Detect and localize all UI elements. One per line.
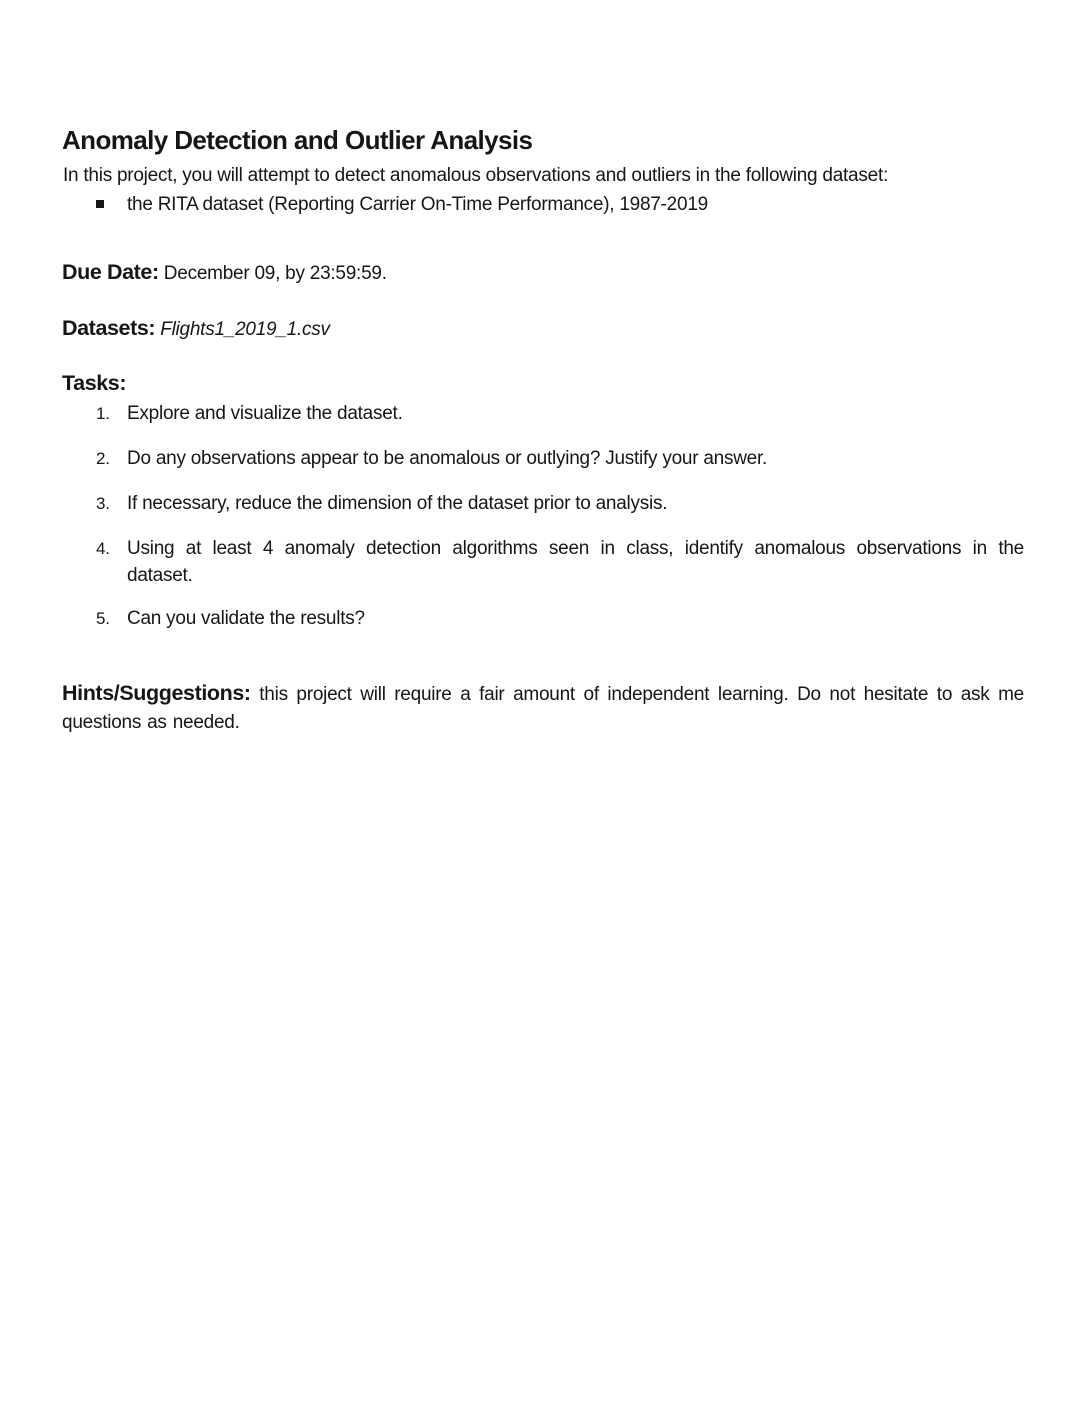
intro-paragraph: In this project, you will attempt to detect anomalous observations and outliers in the following dataset:	[63, 165, 889, 186]
task-item	[96, 605, 1024, 632]
hints-text: this project will require a fair amount of independent learning. Do not hesitate to ask me questions as needed.	[62, 684, 1024, 733]
task-item	[96, 400, 1024, 427]
task-text: Explore and visualize the dataset.	[127, 403, 403, 424]
page-title: Anomaly Detection and Outlier Analysis	[62, 125, 533, 156]
task-number: 5.	[96, 609, 110, 628]
task-item	[96, 490, 1024, 517]
square-bullet-icon	[96, 200, 104, 208]
task-number: 4.	[96, 539, 110, 558]
datasets-filename: Flights1_2019_1.csv	[160, 319, 330, 340]
task-text: Using at least 4 anomaly detection algorithms seen in class, identify anomalous observations in the dataset.	[127, 538, 1024, 586]
hints-paragraph	[62, 679, 1024, 737]
datasets-line	[62, 316, 1027, 342]
task-number: 3.	[96, 494, 110, 513]
datasets-label: Datasets:	[62, 316, 156, 340]
dataset-bullet-text: the RITA dataset (Reporting Carrier On-Time Performance), 1987-2019	[127, 194, 708, 215]
task-number: 2.	[96, 449, 110, 468]
due-date-value: December 09, by 23:59:59.	[163, 263, 387, 284]
dataset-bullet-item	[64, 194, 1024, 216]
task-number: 1.	[96, 404, 110, 423]
task-text: Do any observations appear to be anomalous or outlying? Justify your answer.	[127, 448, 768, 469]
task-text: If necessary, reduce the dimension of the dataset prior to analysis.	[127, 493, 668, 514]
task-item	[96, 445, 1024, 472]
hints-label: Hints/Suggestions:	[62, 681, 251, 705]
due-date-line	[62, 260, 1027, 286]
task-text: Can you validate the results?	[127, 608, 365, 629]
due-date-label: Due Date:	[62, 260, 159, 284]
tasks-heading: Tasks:	[62, 370, 127, 395]
task-item	[96, 535, 1024, 589]
